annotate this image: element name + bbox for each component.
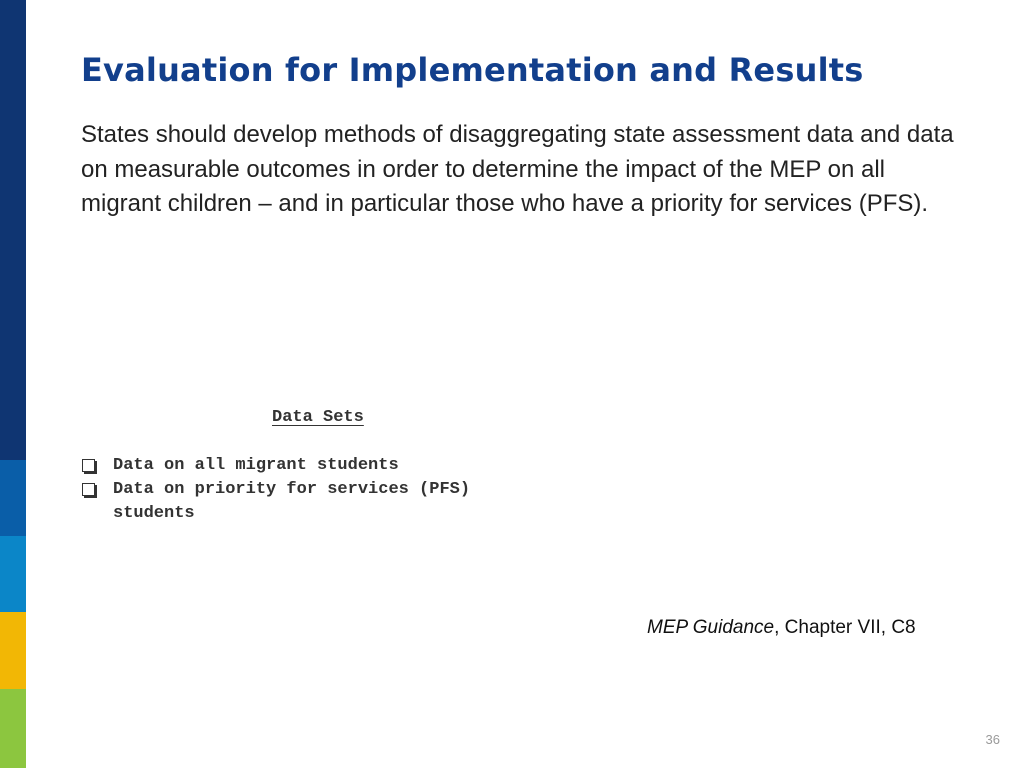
checkbox-icon — [82, 459, 95, 472]
side-bar-navy-segment — [0, 0, 26, 460]
citation-source: MEP Guidance — [647, 617, 775, 638]
list-item-label: Data on priority for services (PFS) students — [113, 480, 471, 523]
list-item-label: Data on all migrant students — [113, 456, 399, 475]
side-bar-blue-segment — [0, 460, 26, 536]
side-bar-light-blue-segment — [0, 536, 26, 612]
side-bar-green-segment — [0, 689, 26, 768]
checkbox-icon — [82, 483, 95, 496]
data-sets-list — [80, 454, 550, 526]
citation-detail: , Chapter VII, C8 — [774, 617, 916, 638]
body-paragraph: States should develop methods of disaggregating state assessment data and data on measurable outcomes in order to determine the impact of the MEP on all migrant children – and in particular those who have a priority for services (PFS). — [81, 121, 954, 217]
list-item — [80, 478, 550, 526]
slide-title: Evaluation for Implementation and Results — [81, 51, 864, 89]
citation — [647, 615, 916, 641]
side-bar-yellow-segment — [0, 612, 26, 689]
side-color-bar — [0, 0, 26, 768]
data-sets-heading: Data Sets — [272, 408, 364, 427]
list-item — [80, 454, 550, 478]
page-number: 36 — [985, 732, 1000, 747]
